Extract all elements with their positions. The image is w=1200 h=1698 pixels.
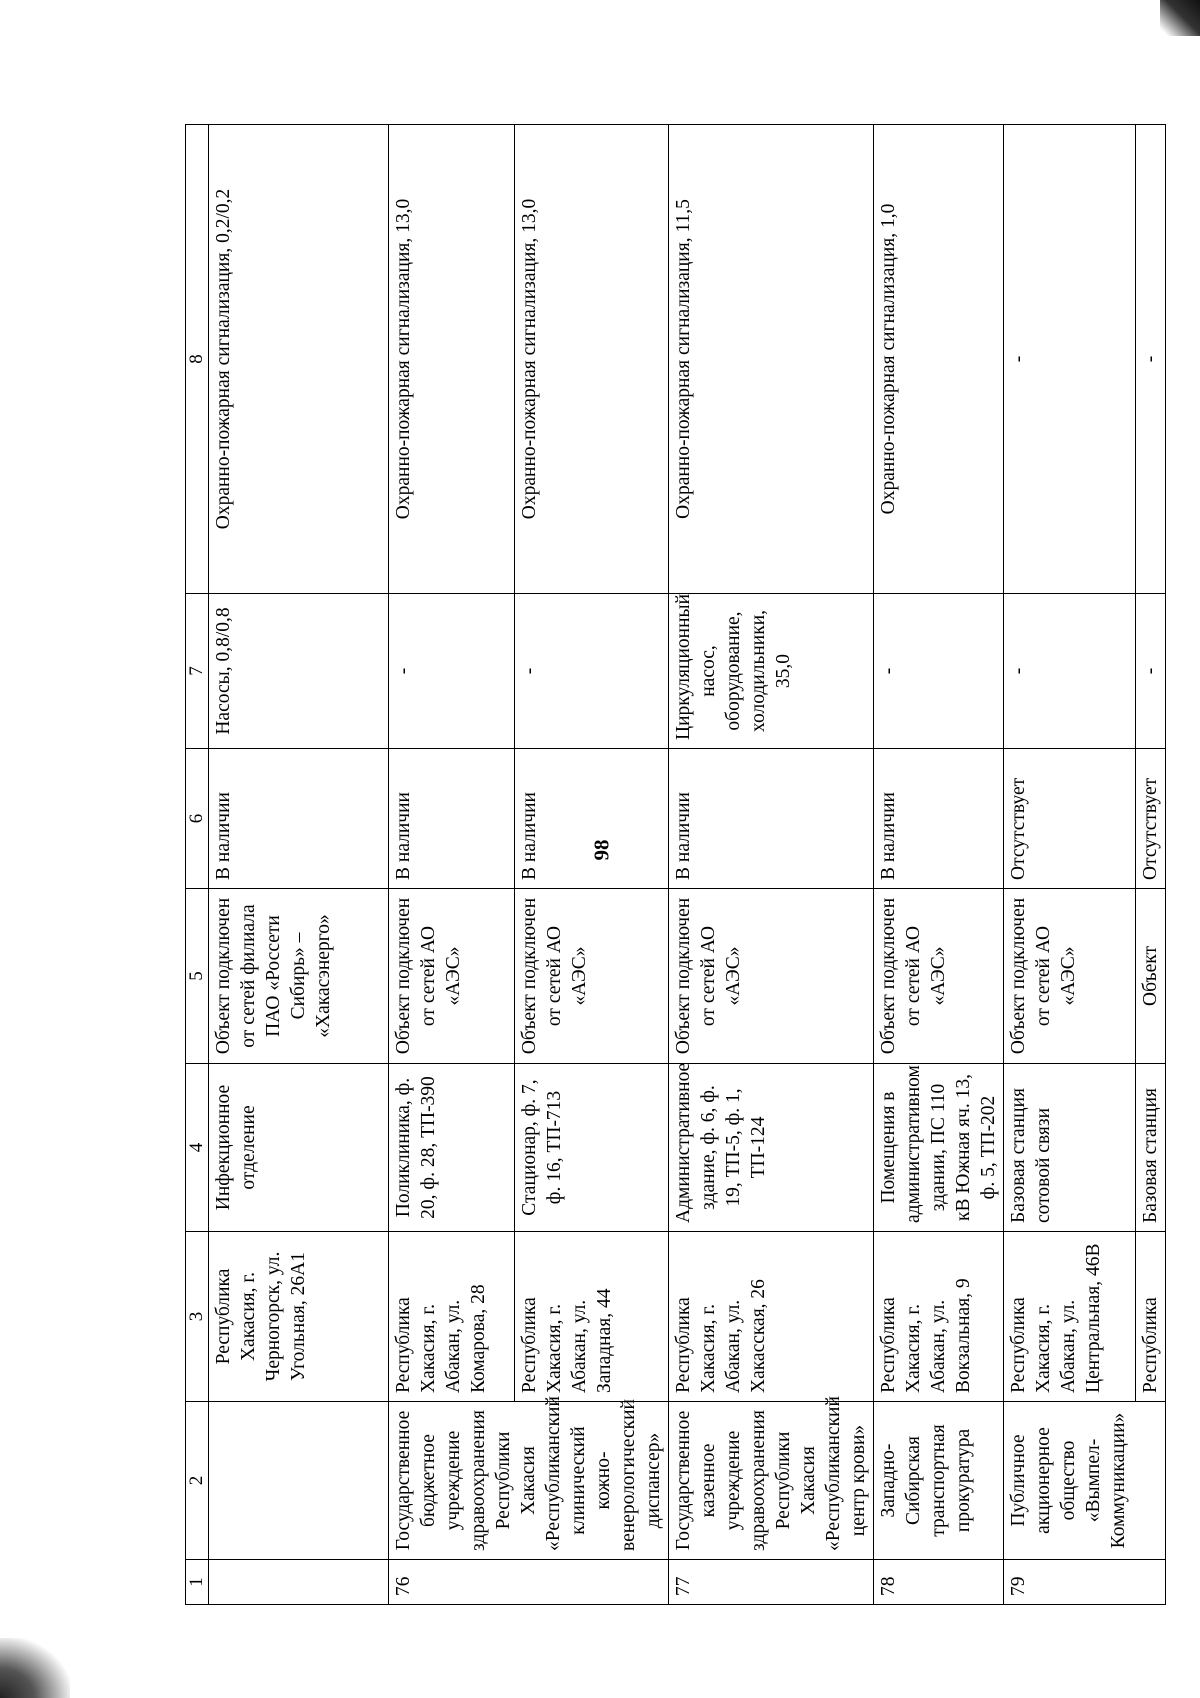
table-row <box>874 125 1004 1605</box>
row-number: 76 <box>389 1560 669 1605</box>
table-row <box>1004 125 1136 1605</box>
supply-cell: Объект подключен от сетей АО «АЭС» <box>669 889 874 1064</box>
security-cell: Охранно-пожарная сигнализация, 13,0 <box>389 125 515 594</box>
organization-cell: Публичное акционерное общество «Вымпел-Коммуникации» <box>1004 1402 1166 1560</box>
reserve-cell: Отсутствует <box>1136 749 1166 889</box>
address-cell: Республика Хакасия, г. Черногорск, ул. Угольная, 26А1 <box>209 1232 389 1402</box>
row-number <box>209 1560 389 1605</box>
supply-cell: Объект <box>1136 889 1166 1064</box>
address-cell: Республика Хакасия, г. Абакан, ул. Западная, 44 <box>515 1232 669 1402</box>
address-cell: Республика Хакасия, г. Абакан, ул. Центральная, 46В <box>1004 1232 1136 1402</box>
row-number: 79 <box>1004 1560 1166 1605</box>
object-cell: Базовая станция <box>1136 1064 1166 1232</box>
object-cell: Стационар, ф. 7, ф. 16, ТП-713 <box>515 1064 669 1232</box>
table-row <box>515 125 669 1605</box>
equipment-cell: - <box>874 594 1004 749</box>
col-number: 4 <box>186 1064 209 1232</box>
equipment-cell: Циркуляционный насос, оборудование, холодильники, 35,0 <box>669 594 874 749</box>
reserve-cell: В наличии <box>389 749 515 889</box>
object-cell: Поликлиника, ф. 20, ф. 28, ТП-390 <box>389 1064 515 1232</box>
object-cell: Базовая станция сотовой связи <box>1004 1064 1136 1232</box>
supply-cell: Объект подключен от сетей филиала ПАО «Россети Сибирь» – «Хакасэнерго» <box>209 889 389 1064</box>
equipment-cell: - <box>515 594 669 749</box>
scan-shadow <box>1160 0 1200 36</box>
data-table <box>185 124 1166 1605</box>
organization-cell: Западно-Сибирская транспортная прокуратура <box>874 1402 1004 1560</box>
reserve-cell: В наличии <box>669 749 874 889</box>
security-cell: Охранно-пожарная сигнализация, 1,0 <box>874 125 1004 594</box>
address-cell: Республика <box>1136 1232 1166 1402</box>
supply-cell: Объект подключен от сетей АО «АЭС» <box>874 889 1004 1064</box>
security-cell: Охранно-пожарная сигнализация, 0,2/0,2 <box>209 125 389 594</box>
equipment-cell: - <box>1136 594 1166 749</box>
address-cell: Республика Хакасия, г. Абакан, ул. Хакасская, 26 <box>669 1232 874 1402</box>
organization-cell: Государственное бюджетное учреждение здравоохранения Республики Хакасия «Республиканский клинический кожно-венерологический диспансер» <box>389 1402 669 1560</box>
supply-cell: Объект подключен от сетей АО «АЭС» <box>1004 889 1136 1064</box>
col-number: 1 <box>186 1560 209 1605</box>
reserve-cell: В наличии <box>874 749 1004 889</box>
equipment-cell: - <box>389 594 515 749</box>
row-number: 77 <box>669 1560 874 1605</box>
equipment-cell: - <box>1004 594 1136 749</box>
object-cell: Административное здание, ф. 6, ф. 19, ТП-5, ф. 1, ТП-124 <box>669 1064 874 1232</box>
security-cell: - <box>1136 125 1166 594</box>
col-number: 6 <box>186 749 209 889</box>
scan-shadow <box>0 1638 70 1698</box>
rotated-table <box>185 125 1161 1605</box>
supply-cell: Объект подключен от сетей АО «АЭС» <box>515 889 669 1064</box>
page-number-text: 98 <box>589 839 614 861</box>
reserve-cell: В наличии <box>209 749 389 889</box>
organization-cell: Государственное казенное учреждение здравоохранения Республики Хакасия «Республиканский центр крови» <box>669 1402 874 1560</box>
table-row <box>389 125 515 1605</box>
header-row <box>186 125 209 1605</box>
object-cell: Инфекционное отделение <box>209 1064 389 1232</box>
address-cell: Республика Хакасия, г. Абакан, ул. Вокзальная, 9 <box>874 1232 1004 1402</box>
col-number: 7 <box>186 594 209 749</box>
address-cell: Республика Хакасия, г. Абакан, ул. Комарова, 28 <box>389 1232 515 1402</box>
table-row <box>1136 125 1166 1605</box>
table-row <box>669 125 874 1605</box>
security-cell: Охранно-пожарная сигнализация, 13,0 <box>515 125 669 594</box>
table-row <box>209 125 389 1605</box>
reserve-cell: В наличии <box>515 749 669 889</box>
reserve-cell: Отсутствует <box>1004 749 1136 889</box>
organization-cell <box>209 1402 389 1560</box>
row-number: 78 <box>874 1560 1004 1605</box>
col-number: 3 <box>186 1232 209 1402</box>
col-number: 2 <box>186 1402 209 1560</box>
col-number: 5 <box>186 889 209 1064</box>
object-cell: Помещения в административном здании, ПС 110 кВ Южная яч. 13, ф. 5, ТП-202 <box>874 1064 1004 1232</box>
equipment-cell: Насосы, 0,8/0,8 <box>209 594 389 749</box>
col-number: 8 <box>186 125 209 594</box>
security-cell: Охранно-пожарная сигнализация, 11,5 <box>669 125 874 594</box>
security-cell: - <box>1004 125 1136 594</box>
supply-cell: Объект подключен от сетей АО «АЭС» <box>389 889 515 1064</box>
rotated-table-container <box>185 125 1161 1605</box>
